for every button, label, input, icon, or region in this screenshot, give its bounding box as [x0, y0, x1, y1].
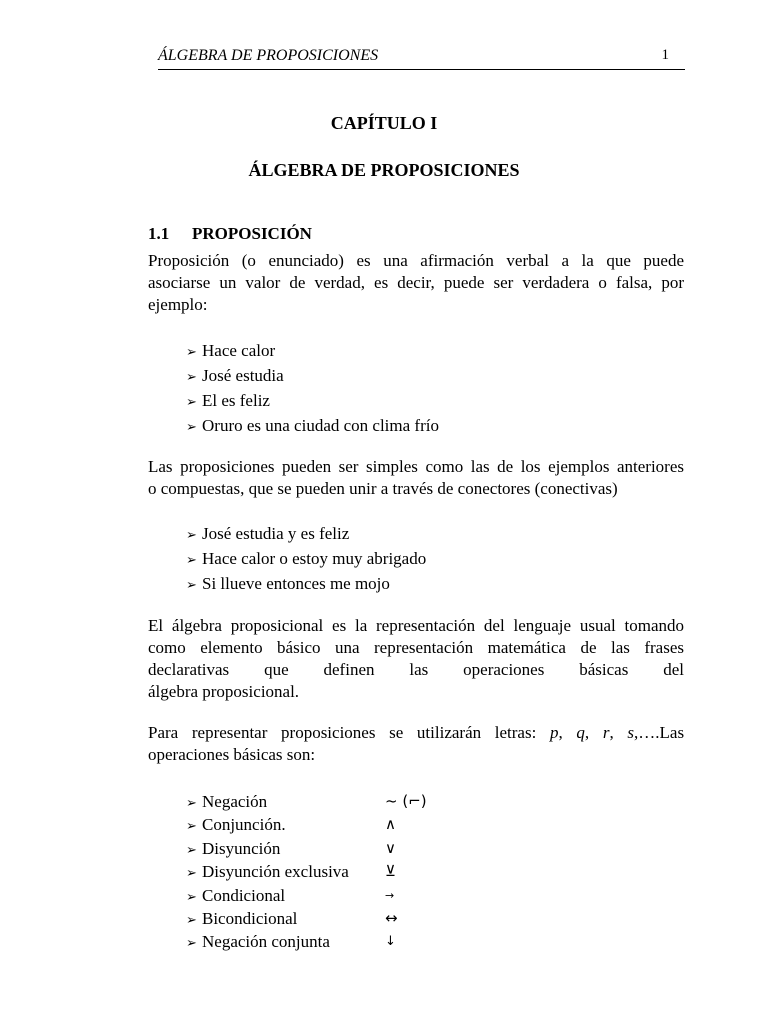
arrow-bullet-icon: ➢ [186, 889, 197, 905]
paragraph-line: operaciones básicas son: [148, 745, 316, 764]
operation-name-text: Disyunción exclusiva [202, 862, 349, 882]
arrow-bullet-icon: ➢ [186, 912, 197, 928]
disjunction-symbol: ∨ [385, 838, 396, 857]
section-number: 1.1 [148, 224, 170, 243]
list-item-text: Hace calor [202, 341, 276, 360]
list-item-text: Si llueve entonces me mojo [202, 574, 390, 593]
paragraph-line: Para representar proposiciones se utilizarán letras: p, q, r, s,….Las [148, 723, 685, 742]
header-title: ÁLGEBRA DE PROPOSICIONES [158, 47, 379, 64]
operation-name [186, 837, 280, 862]
arrow-bullet-icon: ➢ [186, 395, 197, 410]
exclusive-disjunction-symbol: ⊻ [385, 862, 396, 881]
section-title: PROPOSICIÓN [192, 224, 312, 243]
paragraph-line: o compuestas, que se pueden unir a través de conectores (conectivas) [148, 479, 618, 498]
paragraph-line: ejemplo: [148, 295, 208, 314]
list-item [186, 522, 426, 547]
arrow-bullet-icon: ➢ [186, 578, 197, 593]
negation-symbol: ~ (⌐) [385, 792, 427, 810]
page-number: 1 [661, 47, 669, 63]
operation-name-text: Disyunción [202, 838, 281, 858]
operation-name [186, 930, 330, 955]
chapter-label: CAPÍTULO I [330, 113, 438, 133]
paragraph-line: Proposición (o enunciado) es una afirmación verbal a la que puede [148, 251, 684, 270]
list-item-text: José estudia [202, 366, 284, 385]
paragraph-line: asociarse un valor de verdad, es decir, puede ser verdadera o falsa, por [148, 273, 684, 292]
operation-name-text: Bicondicional [202, 908, 298, 928]
list-item [186, 339, 439, 364]
paragraph-line: El álgebra proposicional es la representación del lenguaje usual tomando [148, 616, 684, 635]
arrow-bullet-icon: ➢ [186, 345, 197, 360]
section-heading [148, 224, 312, 244]
simple-examples-list [186, 339, 439, 439]
list-item [186, 414, 439, 439]
list-item [186, 389, 439, 414]
paragraph-line: declarativas que definen las operaciones básicas del [148, 660, 684, 679]
list-item-text: Oruro es una ciudad con clima frío [202, 416, 439, 435]
arrow-bullet-icon: ➢ [186, 553, 197, 568]
list-item-text: Hace calor o estoy muy abrigado [202, 549, 427, 568]
paragraph-line: Las proposiciones pueden ser simples como las de los ejemplos anteriores [148, 457, 684, 476]
biconditional-symbol: ↔ [385, 908, 398, 927]
paragraph-representation [148, 722, 684, 766]
list-item [186, 547, 426, 572]
variable-r: r [602, 723, 610, 742]
conjunction-symbol: ∧ [385, 815, 396, 834]
arrow-bullet-icon: ➢ [186, 866, 197, 882]
arrow-bullet-icon: ➢ [186, 796, 197, 811]
list-item [186, 364, 439, 389]
operation-name [186, 907, 297, 932]
list-item-text: José estudia y es feliz [202, 524, 350, 543]
arrow-bullet-icon: ➢ [186, 370, 197, 385]
operation-name-text: Negación conjunta [202, 932, 330, 952]
paragraph-text: Para representar proposiciones se utilizarán letras: [148, 723, 537, 742]
running-header [158, 47, 685, 70]
operation-name [186, 813, 286, 838]
variable-q: q [576, 723, 585, 742]
operation-name-text: Condicional [202, 885, 286, 905]
conditional-symbol: → [385, 888, 395, 902]
arrow-bullet-icon: ➢ [186, 936, 197, 952]
operation-name-text: Conjunción. [202, 815, 286, 835]
paragraph-algebra [148, 615, 684, 703]
joint-negation-symbol: ↓ [385, 934, 396, 950]
chapter-title: ÁLGEBRA DE PROPOSICIONES [248, 160, 520, 180]
list-item [186, 572, 426, 597]
arrow-bullet-icon: ➢ [186, 819, 197, 835]
arrow-bullet-icon: ➢ [186, 842, 197, 858]
operation-name [186, 884, 285, 909]
paragraph-line: como elemento básico una representación matemática de las frases [148, 638, 684, 657]
paragraph-line: álgebra proposicional. [148, 682, 300, 701]
paragraph-definition [148, 250, 684, 316]
operation-name [186, 860, 349, 885]
compound-examples-list [186, 522, 426, 597]
paragraph-simple-compound [148, 456, 684, 500]
operation-name [186, 790, 267, 815]
variable-p: p [550, 723, 559, 742]
list-item-text: El es feliz [202, 391, 270, 410]
variable-s: s [627, 723, 635, 742]
arrow-bullet-icon: ➢ [186, 420, 197, 435]
paragraph-text: ,….Las [634, 723, 685, 742]
arrow-bullet-icon: ➢ [186, 528, 197, 543]
operation-name-text: Negación [202, 792, 268, 811]
